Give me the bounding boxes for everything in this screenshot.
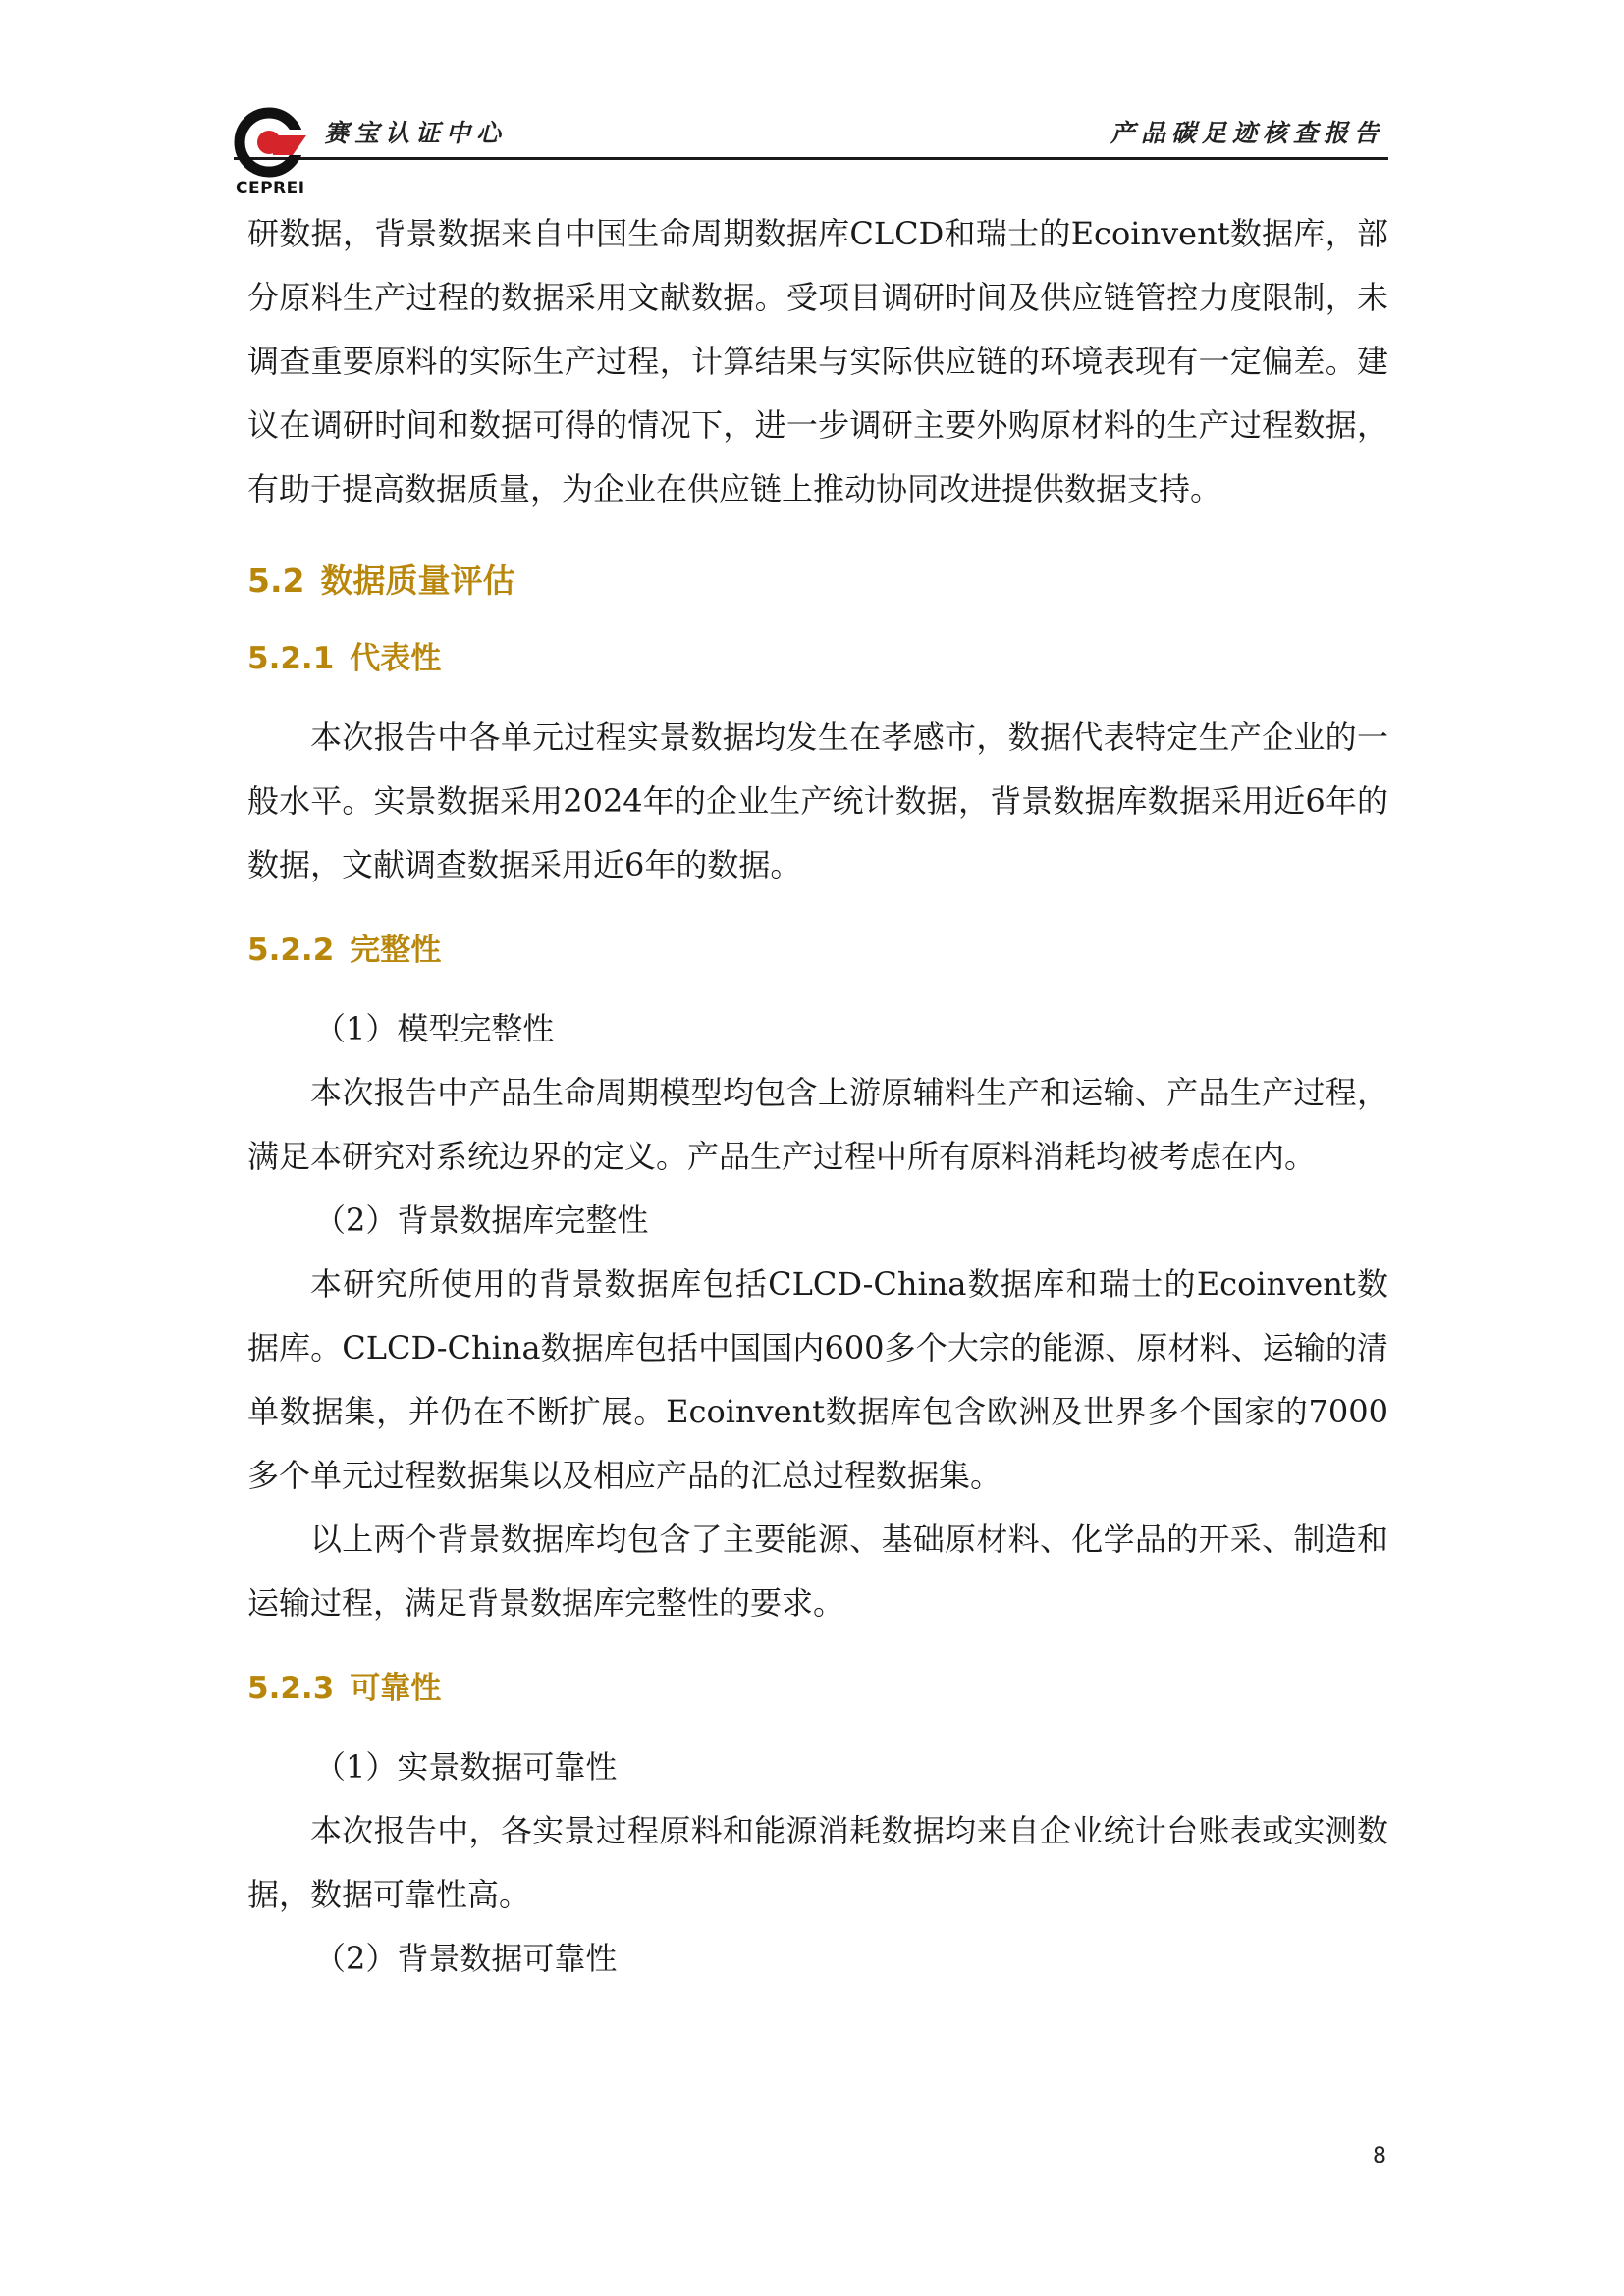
page-header <box>234 106 1388 198</box>
logo-text: CEPREI <box>236 179 305 198</box>
subheading-field-data-reliability: （1）实景数据可靠性 <box>314 1748 618 1786</box>
org-name: 赛宝认证中心 <box>324 119 508 147</box>
section-heading-5-2-2 <box>247 927 1388 974</box>
subheading-model-completeness: （1）模型完整性 <box>314 1010 555 1047</box>
section-title: 代表性 <box>350 641 442 676</box>
paragraph-representativeness: 本次报告中各单元过程实景数据均发生在孝感市，数据代表特定生产企业的一般水平。实景数据采用2024年的企业生产统计数据，背景数据库数据采用近6年的数据，文献调查数据采用近6年的数据。 <box>247 719 1388 883</box>
section-number: 5.2.2 <box>247 933 335 968</box>
section-title: 数据质量评估 <box>320 561 515 600</box>
section-title: 完整性 <box>350 933 442 968</box>
document-body <box>247 202 1388 1991</box>
subheading-background-db-completeness: （2）背景数据库完整性 <box>314 1201 649 1239</box>
section-title: 可靠性 <box>350 1671 442 1706</box>
paragraph-field-data-reliability: 本次报告中，各实景过程原料和能源消耗数据均来自企业统计台账表或实测数据，数据可靠性高。 <box>247 1812 1388 1913</box>
report-title: 产品碳足迹核查报告 <box>1110 119 1384 147</box>
page-number: 8 <box>1373 2144 1386 2168</box>
paragraph-background-db-summary: 以上两个背景数据库均包含了主要能源、基础原材料、化学品的开采、制造和运输过程，满足背景数据库完整性的要求。 <box>247 1521 1388 1622</box>
section-number: 5.2.1 <box>247 641 335 676</box>
paragraph-model-completeness: 本次报告中产品生命周期模型均包含上游原辅料生产和运输、产品生产过程，满足本研究对系统边界的定义。产品生产过程中所有原料消耗均被考虑在内。 <box>247 1074 1388 1175</box>
section-number: 5.2 <box>247 561 305 600</box>
section-heading-5-2-3 <box>247 1665 1388 1712</box>
section-number: 5.2.3 <box>247 1671 335 1706</box>
paragraph-background-db: 本研究所使用的背景数据库包括CLCD-China数据库和瑞士的Ecoinvent数据库。CLCD-China数据库包括中国国内600多个大宗的能源、原材料、运输的清单数据集，并仍在不断扩展。Ecoinvent数据库包含欧洲及世界多个国家的7000多个单元过程数据集以及相应产品的汇总过程数据集。 <box>247 1265 1388 1494</box>
ceprei-logo-icon <box>234 106 310 179</box>
paragraph-continued: 研数据，背景数据来自中国生命周期数据库CLCD和瑞士的Ecoinvent数据库，部分原料生产过程的数据采用文献数据。受项目调研时间及供应链管控力度限制，未调查重要原料的实际生产过程，计算结果与实际供应链的环境表现有一定偏差。建议在调研时间和数据可得的情况下，进一步调研主要外购原材料的生产过程数据，有助于提高数据质量，为企业在供应链上推动协同改进提供数据支持。 <box>247 215 1388 507</box>
ceprei-logo <box>234 106 310 196</box>
section-heading-5-2 <box>247 557 1388 606</box>
section-heading-5-2-1 <box>247 635 1388 682</box>
subheading-background-data-reliability: （2）背景数据可靠性 <box>314 1940 618 1977</box>
